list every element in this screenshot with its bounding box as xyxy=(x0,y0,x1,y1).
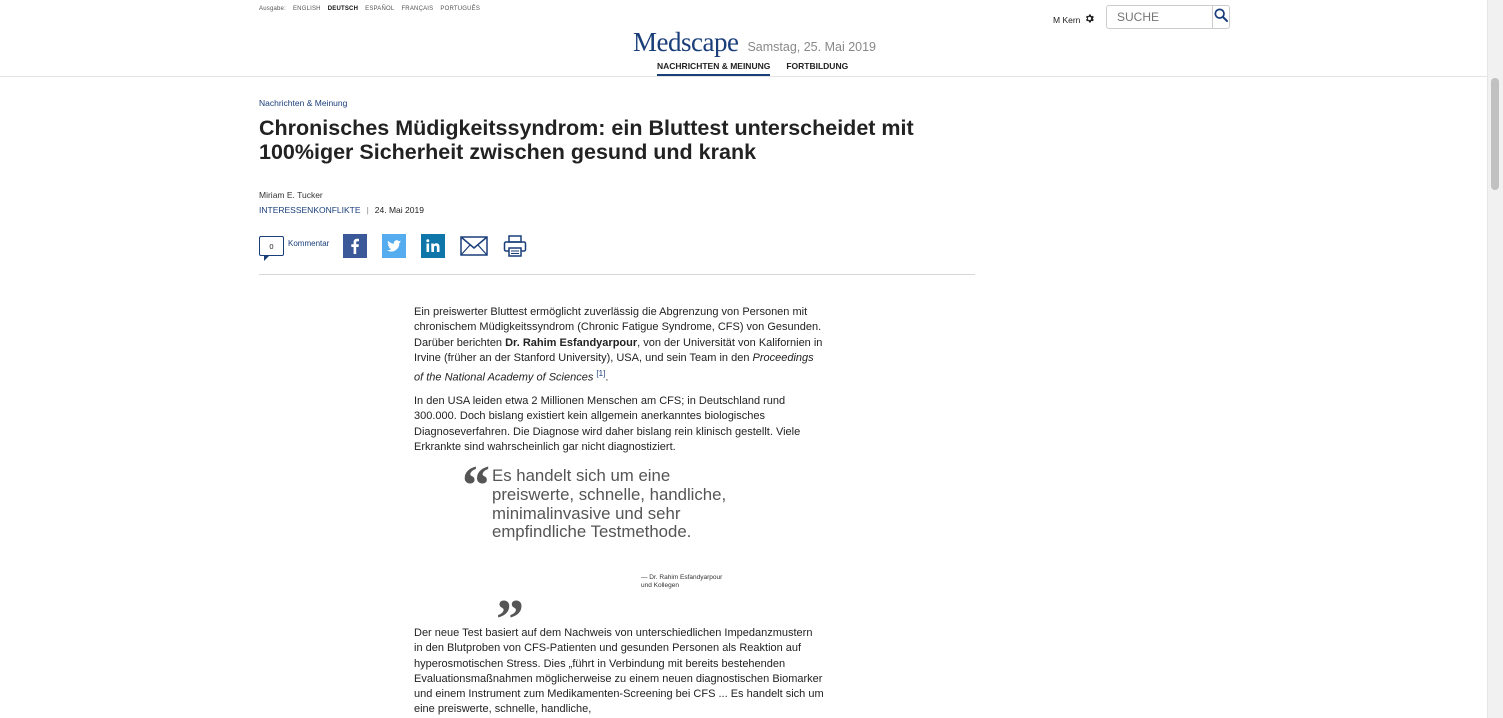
linkedin-icon[interactable] xyxy=(421,234,445,258)
quote-attribution: — Dr. Rahim Esfandyarpour und Kollegen xyxy=(641,574,723,589)
article-paragraph-1 xyxy=(414,305,824,386)
article-date: 24. Mai 2019 xyxy=(374,205,424,215)
scrollbar-thumb[interactable] xyxy=(1491,78,1499,190)
edition-deutsch[interactable]: DEUTSCH xyxy=(327,6,359,12)
site-header xyxy=(0,0,1488,77)
search-box xyxy=(1106,5,1230,29)
comment-button[interactable] xyxy=(259,236,329,256)
share-bar xyxy=(259,234,542,258)
search-button[interactable] xyxy=(1212,6,1229,28)
user-name[interactable]: M Kern xyxy=(1053,14,1081,25)
facebook-icon[interactable] xyxy=(343,234,367,258)
p1-journal: Proceedings of the National Academy of Sciences xyxy=(414,351,814,384)
edition-espanol[interactable]: ESPAÑOL xyxy=(365,6,395,12)
article-headline: Chronisches Müdigkeitssyndrom: ein Bluttest unterscheidet mit 100%iger Sicherheit zwischen gesund und krank xyxy=(259,116,914,164)
print-icon[interactable] xyxy=(503,234,527,258)
search-icon xyxy=(1213,7,1229,28)
p1-text-b: , von der Universität von Kalifornien in Irvine (früher an der Stanford University), USA, und sein Team in den xyxy=(414,336,823,364)
tab-news[interactable]: NACHRICHTEN & MEINUNG xyxy=(657,61,770,76)
p1-text-a: Ein preiswerter Bluttest ermöglicht zuverlässig die Abgrenzung von Personen mit chronischem Müdigkeitssyndrom (Chronic Fatigue Syndrome, CFS) von Gesunden. Darüber berichten xyxy=(414,306,822,349)
article-meta xyxy=(259,205,424,215)
comment-label[interactable]: Kommentar xyxy=(288,239,330,248)
p1-author-bold: Dr. Rahim Esfandyarpour xyxy=(505,336,638,349)
edition-label: Ausgabe: xyxy=(259,6,286,12)
p1-end: . xyxy=(605,371,609,384)
logo-area xyxy=(633,27,876,58)
page-scrollbar[interactable] xyxy=(1487,0,1503,718)
article-paragraph-3: Der neue Test basiert auf dem Nachweis von unterschiedlichen Impedanzmustern in den Blutproben von CFS-Patienten und gesunden Personen als Reaktion auf hyperosmotischen Stress. Dies „führt in Verbindung mit bereits bestehenden Evaluationsmaßnahmen möglicherweise zu einem neuen diagnostischen Biomarker und einem Instrument zum Medikamenten-Screening bei CFS ... Es handelt sich um eine preiswerte, schnelle, handliche, xyxy=(414,627,824,716)
quote-close-mark: ” xyxy=(496,589,524,651)
edition-english[interactable]: ENGLISH xyxy=(292,6,321,12)
edition-selector xyxy=(259,6,480,12)
edition-francais[interactable]: FRANÇAIS xyxy=(401,6,434,12)
edition-portugues[interactable]: PORTUGUÊS xyxy=(440,6,481,12)
article-kicker[interactable]: Nachrichten & Meinung xyxy=(259,98,348,108)
comment-bubble-icon[interactable] xyxy=(259,236,284,256)
article-divider xyxy=(259,274,975,275)
email-icon[interactable] xyxy=(460,234,488,258)
user-menu[interactable] xyxy=(1053,13,1095,26)
header-date: Samstag, 25. Mai 2019 xyxy=(747,40,876,54)
quote-text: Es handelt sich um eine preiswerte, schnelle, handliche, minimalinvasive und sehr empfindliche Testmethode. xyxy=(492,466,727,542)
gear-icon[interactable] xyxy=(1084,13,1095,26)
medscape-logo[interactable]: Medscape xyxy=(633,27,739,57)
article-author[interactable]: Miriam E. Tucker xyxy=(259,190,323,200)
reference-link[interactable]: [1] xyxy=(596,369,606,379)
conflict-of-interest-link[interactable]: INTERESSENKONFLIKTE xyxy=(259,205,361,215)
quote-open-mark: “ xyxy=(462,455,490,517)
tab-cme[interactable]: FORTBILDUNG xyxy=(786,61,849,71)
article-paragraph-2: In den USA leiden etwa 2 Millionen Menschen am CFS; in Deutschland rund 300.000. Doch bislang existiert kein allgemein anerkanntes biologisches Diagnoseverfahren. Die Diagnose wird daher bislang rein klinisch gestellt. Viele Erkrankte sind wahrscheinlich gar nicht diagnostiziert. xyxy=(414,395,801,453)
meta-separator: | xyxy=(366,205,369,215)
comment-count: 0 xyxy=(269,241,274,251)
search-input[interactable] xyxy=(1107,6,1212,28)
twitter-icon[interactable] xyxy=(382,234,406,258)
main-nav xyxy=(657,61,848,76)
